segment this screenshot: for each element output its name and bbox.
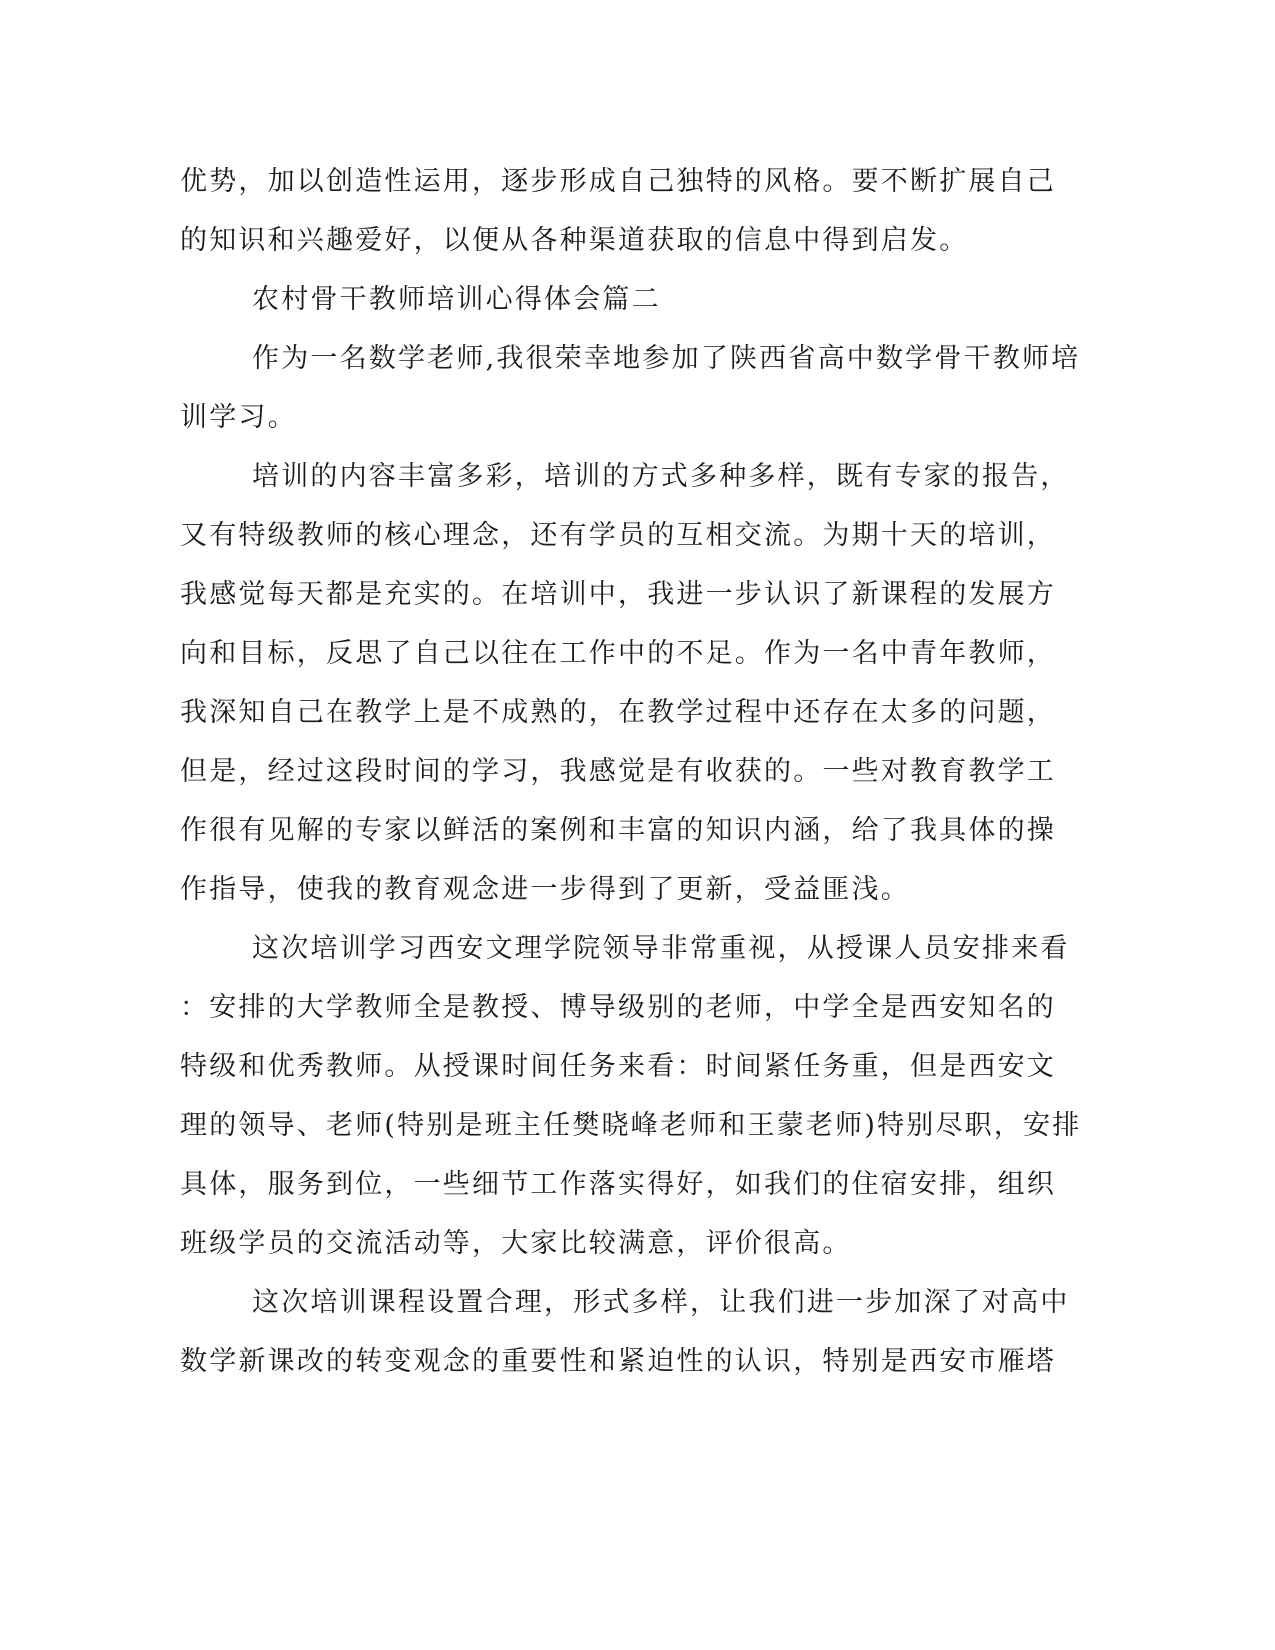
text-line: 训学习。 (180, 402, 297, 433)
text-line: 班级学员的交流活动等，大家比较满意，评价很高。 (180, 1228, 852, 1259)
text-line: 数学新课改的转变观念的重要性和紧迫性的认识，特别是西安市雁塔 (180, 1346, 1056, 1377)
text-line: 又有特级教师的核心理念，还有学员的互相交流。为期十天的培训， (180, 520, 1056, 551)
text-line: 我感觉每天都是充实的。在培训中，我进一步认识了新课程的发展方 (180, 579, 1056, 610)
text-line: 优势，加以创造性运用，逐步形成自己独特的风格。要不断扩展自己 (180, 166, 1056, 197)
text-line: 作为一名数学老师,我很荣幸地参加了陕西省高中数学骨干教师培 (252, 343, 1081, 374)
text-line: 特级和优秀教师。从授课时间任务来看：时间紧任务重，但是西安文 (180, 1051, 1056, 1082)
text-line: 但是，经过这段时间的学习，我感觉是有收获的。一些对教育教学工 (180, 756, 1056, 787)
text-line: 具体，服务到位，一些细节工作落实得好，如我们的住宿安排，组织 (180, 1169, 1056, 1200)
text-line: 培训的内容丰富多彩，培训的方式多种多样，既有专家的报告， (252, 461, 1070, 492)
section-heading: 农村骨干教师培训心得体会篇二 (252, 284, 661, 315)
text-line: 作很有见解的专家以鲜活的案例和丰富的知识内涵，给了我具体的操 (180, 815, 1056, 846)
text-line: 这次培训学习西安文理学院领导非常重视，从授课人员安排来看 (252, 933, 1070, 964)
text-line: 的知识和兴趣爱好，以便从各种渠道获取的信息中得到启发。 (180, 225, 969, 256)
text-line: 这次培训课程设置合理，形式多样，让我们进一步加深了对高中 (252, 1287, 1070, 1318)
text-line: 我深知自己在教学上是不成熟的，在教学过程中还存在太多的问题， (180, 697, 1056, 728)
text-line: ：安排的大学教师全是教授、博导级别的老师，中学全是西安知名的 (180, 992, 1056, 1023)
text-line: 理的领导、老师(特别是班主任樊晓峰老师和王蒙老师)特别尽职，安排 (180, 1110, 1082, 1141)
text-line: 向和目标，反思了自己以往在工作中的不足。作为一名中青年教师， (180, 638, 1056, 669)
text-line: 作指导，使我的教育观念进一步得到了更新，受益匪浅。 (180, 874, 910, 905)
